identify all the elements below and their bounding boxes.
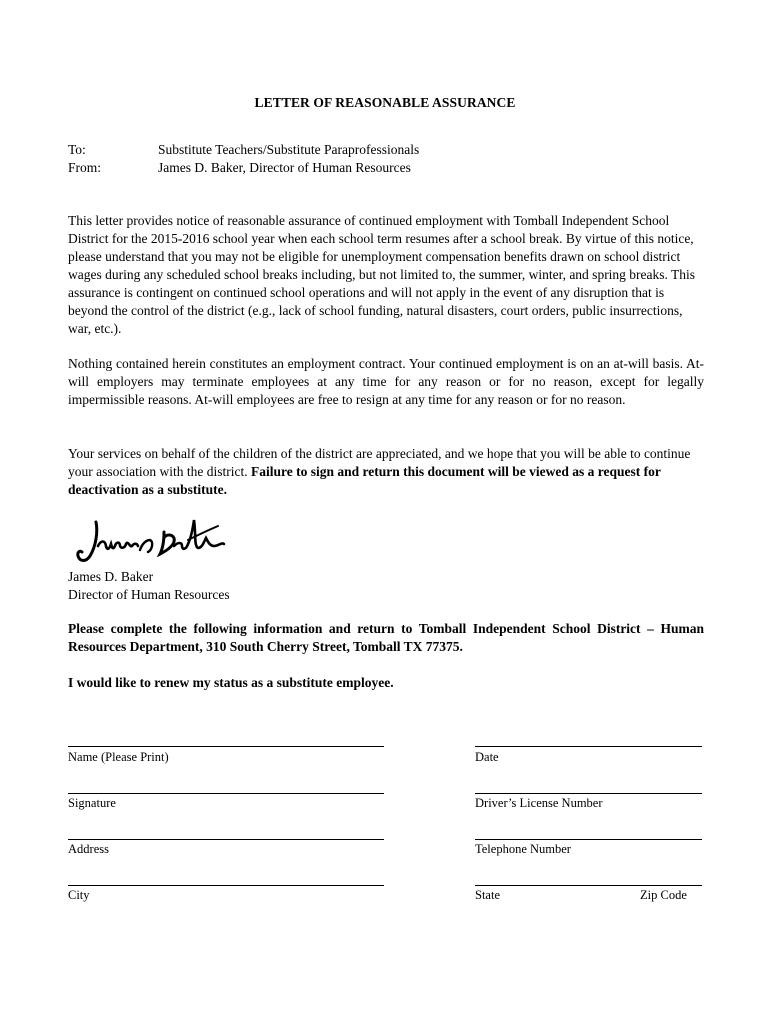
telephone-line[interactable] bbox=[475, 839, 702, 840]
date-line[interactable] bbox=[475, 746, 702, 747]
city-line[interactable] bbox=[68, 885, 384, 886]
deactivation-warning: Failure to sign and return this document will be viewed as a request for deactivation as a substitute. bbox=[68, 464, 661, 497]
license-label: Driver’s License Number bbox=[475, 796, 603, 810]
date-label: Date bbox=[475, 750, 499, 764]
return-instructions: Please complete the following information and return to Tomball Independent School District – Human Resources Department, 310 South Cherry Street, Tomball TX 77375. bbox=[68, 621, 704, 654]
state-zip-line[interactable] bbox=[475, 885, 702, 886]
telephone-label: Telephone Number bbox=[475, 842, 571, 856]
address-label: Address bbox=[68, 842, 109, 856]
from-value: James D. Baker, Director of Human Resources bbox=[158, 160, 411, 175]
signer-name: James D. Baker bbox=[68, 569, 154, 584]
address-line[interactable] bbox=[68, 839, 384, 840]
city-label: City bbox=[68, 888, 90, 902]
license-line[interactable] bbox=[475, 793, 702, 794]
signature-line[interactable] bbox=[68, 793, 384, 794]
paragraph-appreciation bbox=[68, 445, 704, 499]
paragraph-assurance: This letter provides notice of reasonable assurance of continued employment with Tomball Independent School District for the 2015-2016 school year when each school term resumes after a school break. By virtue of this notice, please understand that you may not be eligible for unemployment compensation benefits drawn on school district wages during any scheduled school breaks including, but not limited to, the summer, winter, and spring breaks. This assurance is contingent on continued school operations and will not apply in the event of any disruption that is beyond the control of the district (e.g., lack of school funding, natural disasters, court orders, public insurrections, war, etc.). bbox=[68, 213, 696, 336]
to-value: Substitute Teachers/Substitute Paraprofessionals bbox=[158, 142, 420, 157]
state-label: State bbox=[475, 888, 500, 902]
to-label: To: bbox=[68, 142, 86, 157]
name-label: Name (Please Print) bbox=[68, 750, 169, 764]
letter-title: LETTER OF REASONABLE ASSURANCE bbox=[254, 95, 516, 110]
from-label: From: bbox=[68, 160, 102, 175]
renew-statement: I would like to renew my status as a substitute employee. bbox=[68, 675, 394, 690]
signature-image bbox=[68, 510, 238, 570]
appreciation-text: Your services on behalf of the children of the district are appreciated, and we hope that you will be able to continue your association with the district. bbox=[68, 446, 691, 479]
paragraph-at-will: Nothing contained herein constitutes an employment contract. Your continued employment is on an at-will basis. At-will employers may terminate employees at any time for any reason or for no reason, except for legally impermissible reasons. At-will employees are free to resign at any time for any reason or for no reason. bbox=[68, 356, 704, 407]
signer-title: Director of Human Resources bbox=[68, 587, 230, 602]
name-line[interactable] bbox=[68, 746, 384, 747]
signature-label: Signature bbox=[68, 796, 116, 810]
zip-label: Zip Code bbox=[640, 888, 687, 902]
